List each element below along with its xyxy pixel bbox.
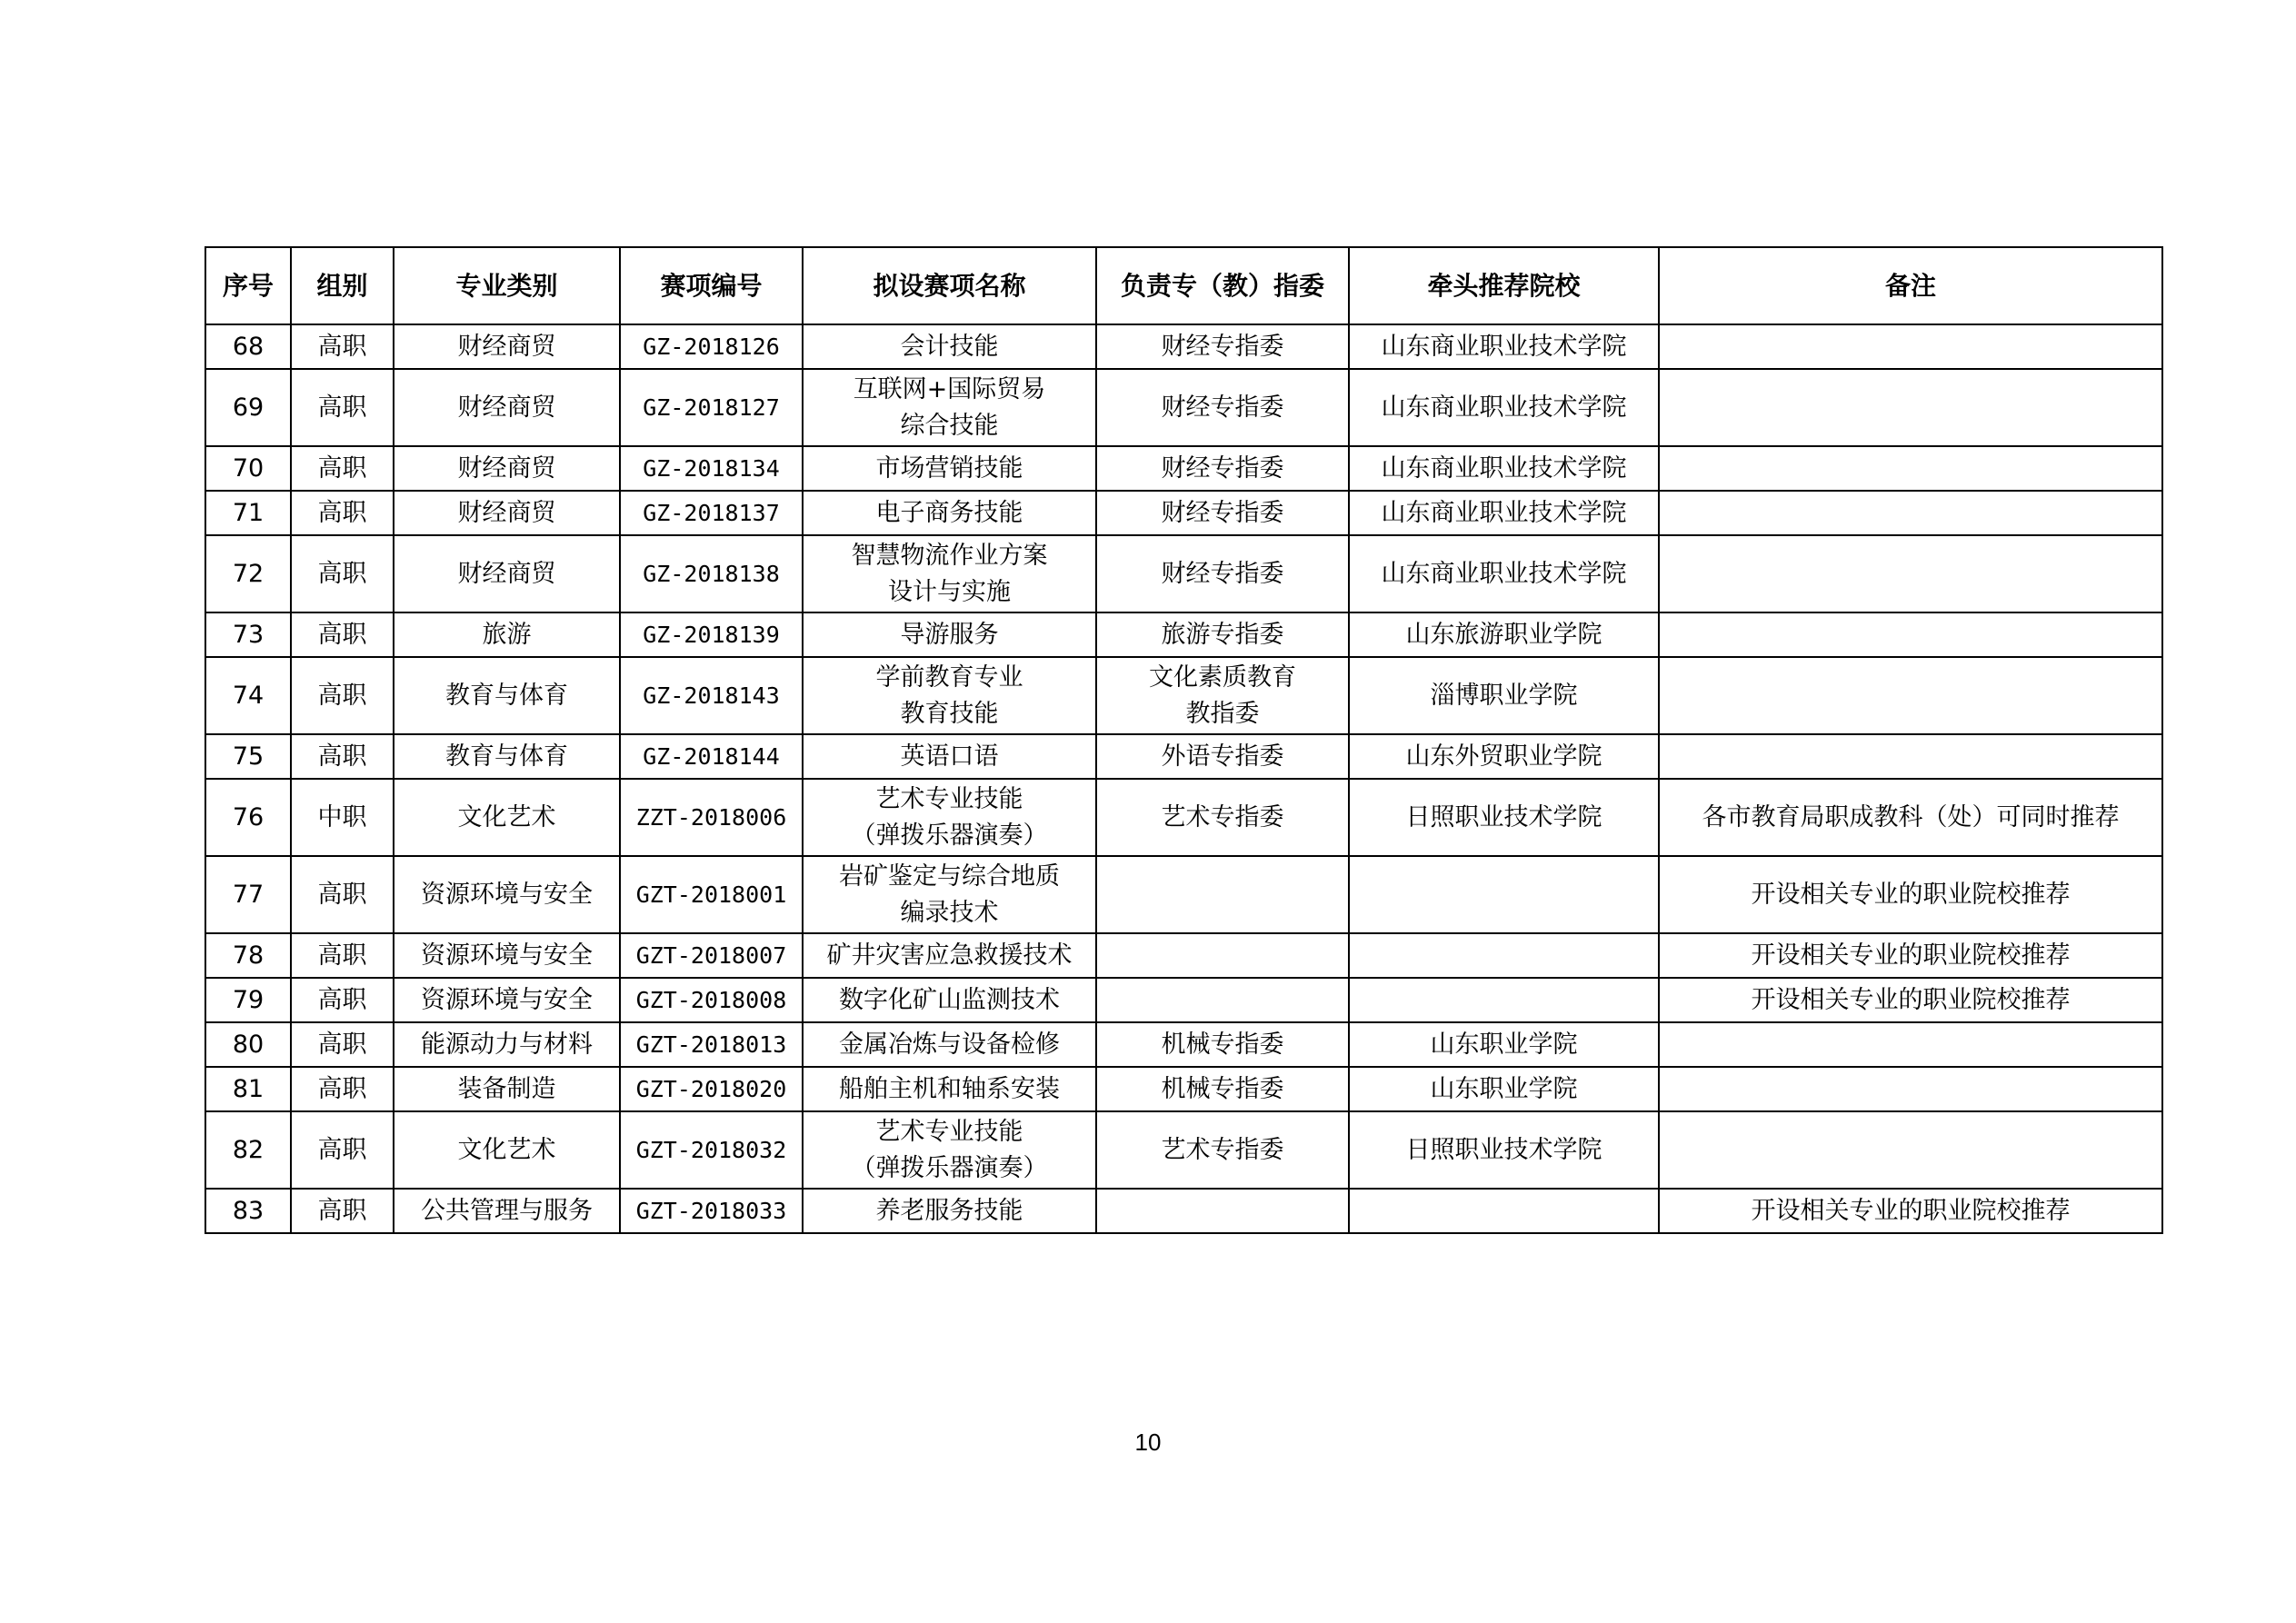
header-remark: 备注 <box>1659 247 2162 324</box>
row-code-cell: GZ-2018144 <box>620 734 803 779</box>
row-code-cell: GZ-2018127 <box>620 369 803 446</box>
row-name-cell <box>803 978 1096 1022</box>
row-name-cell <box>803 324 1096 369</box>
row-committee-cell <box>1096 933 1349 978</box>
row-code-cell: GZT-2018033 <box>620 1189 803 1233</box>
table-row <box>205 535 2162 612</box>
row-name-cell-line: 设计与实施 <box>888 577 1011 606</box>
row-no-cell: 70 <box>205 446 291 491</box>
row-name-cell <box>803 612 1096 657</box>
row-committee-cell <box>1096 612 1349 657</box>
row-category-cell: 资源环境与安全 <box>394 933 620 978</box>
row-remark-cell <box>1659 734 2162 779</box>
table-row <box>205 612 2162 657</box>
row-committee-cell-line: 财经专指委 <box>1161 332 1284 361</box>
row-no-cell: 78 <box>205 933 291 978</box>
page-number: 10 <box>1134 1429 1162 1456</box>
row-name-cell <box>803 1022 1096 1067</box>
row-category-cell: 旅游 <box>394 612 620 657</box>
row-school-cell: 山东商业职业技术学院 <box>1349 535 1659 612</box>
table-row <box>205 446 2162 491</box>
row-category-cell: 财经商贸 <box>394 446 620 491</box>
row-name-cell-line: 导游服务 <box>900 620 999 649</box>
row-school-cell <box>1349 856 1659 933</box>
row-remark-cell <box>1659 612 2162 657</box>
row-committee-cell <box>1096 491 1349 535</box>
row-name-cell <box>803 1067 1096 1111</box>
row-no-cell: 74 <box>205 657 291 734</box>
row-code-cell: GZT-2018032 <box>620 1111 803 1189</box>
row-group-cell: 高职 <box>291 446 394 491</box>
table-row <box>205 324 2162 369</box>
row-name-cell <box>803 491 1096 535</box>
table-row <box>205 1067 2162 1111</box>
table-row <box>205 933 2162 978</box>
row-no-cell: 80 <box>205 1022 291 1067</box>
table-row <box>205 1022 2162 1067</box>
row-no-cell: 83 <box>205 1189 291 1233</box>
row-category-cell: 财经商贸 <box>394 324 620 369</box>
row-code-cell: GZ-2018139 <box>620 612 803 657</box>
row-committee-cell-line: 财经专指委 <box>1161 393 1284 422</box>
row-committee-cell <box>1096 1111 1349 1189</box>
row-name-cell <box>803 535 1096 612</box>
row-name-cell-line: 综合技能 <box>900 411 999 440</box>
row-remark-cell <box>1659 491 2162 535</box>
row-school-cell <box>1349 978 1659 1022</box>
row-name-cell <box>803 657 1096 734</box>
row-category-cell: 教育与体育 <box>394 734 620 779</box>
row-group-cell: 高职 <box>291 369 394 446</box>
row-name-cell-line: 学前教育专业 <box>875 662 1023 692</box>
row-group-cell: 高职 <box>291 978 394 1022</box>
row-name-cell-line: 船舶主机和轴系安装 <box>839 1074 1060 1103</box>
row-group-cell: 高职 <box>291 491 394 535</box>
row-committee-cell-line: 外语专指委 <box>1161 742 1284 771</box>
row-name-cell-line: 智慧物流作业方案 <box>851 541 1048 570</box>
row-name-cell-line: 会计技能 <box>900 332 999 361</box>
row-code-cell: GZT-2018008 <box>620 978 803 1022</box>
table-row <box>205 734 2162 779</box>
row-group-cell: 中职 <box>291 779 394 856</box>
header-committee: 负责专（教）指委 <box>1096 247 1349 324</box>
row-no-cell: 72 <box>205 535 291 612</box>
row-name-cell <box>803 734 1096 779</box>
table-header-row <box>205 247 2162 324</box>
row-school-cell: 山东商业职业技术学院 <box>1349 369 1659 446</box>
row-name-cell-line: 编录技术 <box>900 898 999 927</box>
row-committee-cell <box>1096 1022 1349 1067</box>
row-committee-cell <box>1096 657 1349 734</box>
row-remark-cell <box>1659 1067 2162 1111</box>
row-no-cell: 76 <box>205 779 291 856</box>
row-committee-cell-line: 艺术专指委 <box>1161 1135 1284 1164</box>
row-school-cell: 日照职业技术学院 <box>1349 779 1659 856</box>
row-name-cell-line: 金属冶炼与设备检修 <box>839 1030 1060 1059</box>
row-category-cell: 能源动力与材料 <box>394 1022 620 1067</box>
row-name-cell <box>803 1189 1096 1233</box>
row-name-cell <box>803 369 1096 446</box>
row-category-cell: 装备制造 <box>394 1067 620 1111</box>
row-no-cell: 71 <box>205 491 291 535</box>
row-group-cell: 高职 <box>291 734 394 779</box>
row-committee-cell <box>1096 369 1349 446</box>
row-category-cell: 文化艺术 <box>394 1111 620 1189</box>
row-no-cell: 82 <box>205 1111 291 1189</box>
row-name-cell <box>803 856 1096 933</box>
table-row <box>205 1111 2162 1189</box>
row-no-cell: 77 <box>205 856 291 933</box>
table-row <box>205 491 2162 535</box>
row-name-cell-line: 互联网+国际贸易 <box>853 374 1046 403</box>
row-code-cell: GZ-2018138 <box>620 535 803 612</box>
row-school-cell: 山东商业职业技术学院 <box>1349 324 1659 369</box>
row-committee-cell-line: 财经专指委 <box>1161 453 1284 483</box>
row-remark-cell: 开设相关专业的职业院校推荐 <box>1659 933 2162 978</box>
row-committee-cell <box>1096 324 1349 369</box>
row-committee-cell-line: 机械专指委 <box>1161 1030 1284 1059</box>
header-category: 专业类别 <box>394 247 620 324</box>
row-committee-cell <box>1096 1067 1349 1111</box>
row-code-cell: GZT-2018007 <box>620 933 803 978</box>
row-code-cell: GZ-2018126 <box>620 324 803 369</box>
row-group-cell: 高职 <box>291 657 394 734</box>
row-name-cell-line: 教育技能 <box>900 699 999 728</box>
row-committee-cell-line: 机械专指委 <box>1161 1074 1284 1103</box>
row-remark-cell <box>1659 535 2162 612</box>
header-no: 序号 <box>205 247 291 324</box>
row-name-cell <box>803 1111 1096 1189</box>
row-code-cell: GZT-2018020 <box>620 1067 803 1111</box>
row-group-cell: 高职 <box>291 856 394 933</box>
row-remark-cell <box>1659 369 2162 446</box>
row-name-cell-line: 市场营销技能 <box>875 453 1023 483</box>
row-committee-cell <box>1096 734 1349 779</box>
row-name-cell-line: 岩矿鉴定与综合地质 <box>839 861 1060 891</box>
row-category-cell: 教育与体育 <box>394 657 620 734</box>
table-row <box>205 856 2162 933</box>
table-row <box>205 1189 2162 1233</box>
row-name-cell-line: 电子商务技能 <box>875 498 1023 527</box>
row-name-cell <box>803 933 1096 978</box>
row-group-cell: 高职 <box>291 535 394 612</box>
row-remark-cell: 各市教育局职成教科（处）可同时推荐 <box>1659 779 2162 856</box>
row-code-cell: GZ-2018143 <box>620 657 803 734</box>
row-school-cell: 淄博职业学院 <box>1349 657 1659 734</box>
row-code-cell: GZ-2018134 <box>620 446 803 491</box>
row-group-cell: 高职 <box>291 324 394 369</box>
row-committee-cell <box>1096 535 1349 612</box>
row-category-cell: 资源环境与安全 <box>394 856 620 933</box>
row-group-cell: 高职 <box>291 1067 394 1111</box>
row-remark-cell <box>1659 1022 2162 1067</box>
row-committee-cell-line: 艺术专指委 <box>1161 802 1284 831</box>
row-no-cell: 73 <box>205 612 291 657</box>
table-row <box>205 657 2162 734</box>
row-group-cell: 高职 <box>291 612 394 657</box>
row-name-cell-line: 养老服务技能 <box>875 1196 1023 1225</box>
row-school-cell: 山东商业职业技术学院 <box>1349 446 1659 491</box>
row-category-cell: 公共管理与服务 <box>394 1189 620 1233</box>
row-remark-cell: 开设相关专业的职业院校推荐 <box>1659 1189 2162 1233</box>
row-committee-cell <box>1096 779 1349 856</box>
row-name-cell <box>803 446 1096 491</box>
header-school: 牵头推荐院校 <box>1349 247 1659 324</box>
row-school-cell: 日照职业技术学院 <box>1349 1111 1659 1189</box>
row-committee-cell <box>1096 446 1349 491</box>
row-no-cell: 81 <box>205 1067 291 1111</box>
row-school-cell: 山东旅游职业学院 <box>1349 612 1659 657</box>
row-committee-cell <box>1096 856 1349 933</box>
row-category-cell: 财经商贸 <box>394 491 620 535</box>
row-name-cell-line: 矿井灾害应急救援技术 <box>826 941 1073 970</box>
row-code-cell: GZT-2018013 <box>620 1022 803 1067</box>
header-name: 拟设赛项名称 <box>803 247 1096 324</box>
row-no-cell: 68 <box>205 324 291 369</box>
row-name-cell-line: 艺术专业技能 <box>875 1117 1023 1146</box>
row-no-cell: 75 <box>205 734 291 779</box>
row-name-cell-line: 英语口语 <box>900 742 999 771</box>
row-name-cell-line: （弹拨乐器演奏） <box>851 821 1048 850</box>
row-code-cell: GZ-2018137 <box>620 491 803 535</box>
row-code-cell: GZT-2018001 <box>620 856 803 933</box>
row-school-cell: 山东外贸职业学院 <box>1349 734 1659 779</box>
row-remark-cell: 开设相关专业的职业院校推荐 <box>1659 856 2162 933</box>
table-row <box>205 369 2162 446</box>
row-committee-cell-line: 旅游专指委 <box>1161 620 1284 649</box>
row-no-cell: 69 <box>205 369 291 446</box>
row-committee-cell-line: 财经专指委 <box>1161 559 1284 588</box>
row-name-cell <box>803 779 1096 856</box>
row-committee-cell-line: 教指委 <box>1185 699 1260 728</box>
row-group-cell: 高职 <box>291 1022 394 1067</box>
row-committee-cell <box>1096 1189 1349 1233</box>
row-school-cell: 山东职业学院 <box>1349 1022 1659 1067</box>
header-group: 组别 <box>291 247 394 324</box>
row-category-cell: 财经商贸 <box>394 535 620 612</box>
row-group-cell: 高职 <box>291 933 394 978</box>
table-row <box>205 978 2162 1022</box>
row-name-cell-line: 艺术专业技能 <box>875 784 1023 813</box>
row-committee-cell <box>1096 978 1349 1022</box>
row-remark-cell <box>1659 657 2162 734</box>
row-school-cell: 山东商业职业技术学院 <box>1349 491 1659 535</box>
competition-table <box>205 246 2163 1234</box>
row-remark-cell: 开设相关专业的职业院校推荐 <box>1659 978 2162 1022</box>
row-category-cell: 资源环境与安全 <box>394 978 620 1022</box>
row-committee-cell-line: 文化素质教育 <box>1149 662 1296 692</box>
row-remark-cell <box>1659 324 2162 369</box>
row-name-cell-line: （弹拨乐器演奏） <box>851 1153 1048 1182</box>
row-school-cell: 山东职业学院 <box>1349 1067 1659 1111</box>
table-body <box>205 324 2162 1233</box>
row-remark-cell <box>1659 1111 2162 1189</box>
row-code-cell: ZZT-2018006 <box>620 779 803 856</box>
row-category-cell: 文化艺术 <box>394 779 620 856</box>
row-group-cell: 高职 <box>291 1111 394 1189</box>
row-school-cell <box>1349 933 1659 978</box>
row-committee-cell-line: 财经专指委 <box>1161 498 1284 527</box>
row-school-cell <box>1349 1189 1659 1233</box>
row-remark-cell <box>1659 446 2162 491</box>
row-no-cell: 79 <box>205 978 291 1022</box>
row-category-cell: 财经商贸 <box>394 369 620 446</box>
header-code: 赛项编号 <box>620 247 803 324</box>
row-name-cell-line: 数字化矿山监测技术 <box>839 985 1060 1014</box>
row-group-cell: 高职 <box>291 1189 394 1233</box>
table-row <box>205 779 2162 856</box>
